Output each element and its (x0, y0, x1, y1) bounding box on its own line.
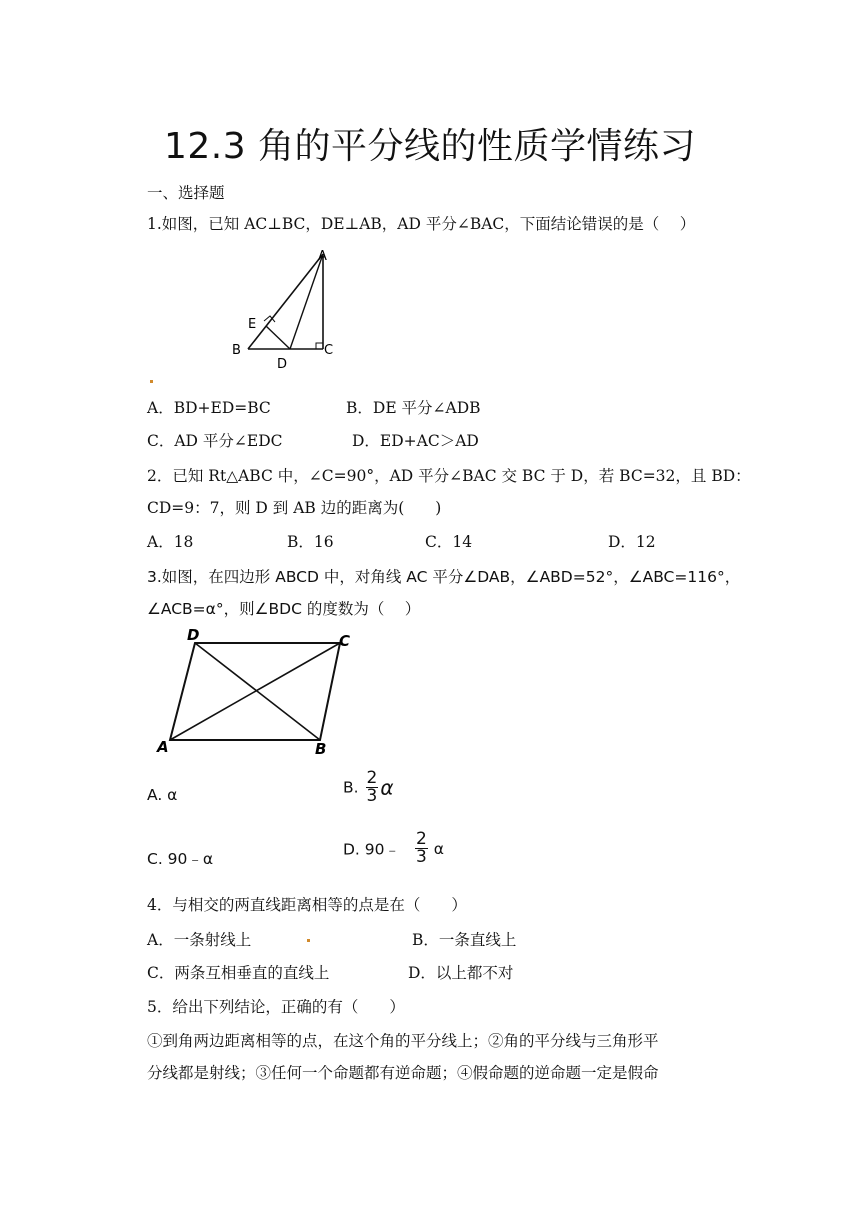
alpha-symbol: α (380, 775, 394, 800)
question-1-stem: 1.如图，已知 AC⊥BC，DE⊥AB，AD 平分∠BAC，下面结论错误的是（ ） (147, 215, 696, 233)
q2-option-b: B．16 (287, 533, 334, 551)
diagonal-ac (170, 643, 340, 740)
q3-option-b-prefix: B. (343, 778, 359, 797)
section-heading: 一、选择题 (147, 184, 225, 202)
fraction-denominator: 3 (366, 786, 378, 806)
q3-option-b (343, 770, 394, 805)
diagonal-bd (195, 643, 320, 740)
q3-option-c: C. 90﹣α (147, 850, 214, 868)
question-1-figure (228, 244, 348, 372)
label-a: A (157, 738, 169, 756)
label-b: B (232, 343, 241, 358)
label-c: C (339, 632, 351, 650)
fraction-denominator: 3 (415, 847, 427, 867)
label-e: E (248, 317, 257, 332)
question-5-stem: 5．给出下列结论，正确的有（ ） (147, 998, 405, 1016)
question-4-stem: 4．与相交的两直线距离相等的点是在（ ） (147, 896, 467, 914)
q4-option-c: C．两条互相垂直的直线上 (147, 964, 330, 982)
question-3-stem-line1: 3.如图，在四边形 ABCD 中，对角线 AC 平分∠DAB，∠ABD=52°，∠ABC=116°， (147, 568, 741, 586)
question-2-stem-line2: CD=9：7，则 D 到 AB 边的距离为( ) (147, 499, 442, 517)
fraction-two-thirds (415, 831, 428, 866)
stray-mark (307, 939, 310, 942)
label-a: A (318, 249, 327, 264)
fraction-numerator: 2 (366, 768, 378, 788)
q3-option-a: A. α (147, 786, 178, 804)
label-d: D (187, 626, 200, 644)
question-3-figure (155, 626, 365, 758)
label-d: D (277, 357, 288, 372)
fraction-numerator: 2 (415, 829, 427, 849)
q1-option-d: D．ED+AC＞AD (352, 432, 479, 450)
bisector-ad (290, 254, 323, 349)
q1-option-b: B．DE 平分∠ADB (346, 399, 481, 417)
question-5-line1: ①到角两边距离相等的点，在这个角的平分线上；②角的平分线与三角形平 (147, 1032, 659, 1050)
perpendicular-de (266, 326, 290, 349)
q1-option-a: A．BD+ED=BC (147, 399, 271, 417)
q3-option-d (343, 831, 444, 866)
q4-option-d: D．以上都不对 (408, 964, 514, 982)
q3-option-d-prefix: D. 90﹣ (343, 840, 401, 859)
alpha-symbol: α (433, 839, 444, 858)
q4-option-a: A．一条射线上 (147, 931, 252, 949)
label-b: B (315, 740, 327, 758)
question-2-stem-line1: 2．已知 Rt△ABC 中，∠C=90°，AD 平分∠BAC 交 BC 于 D，若 BC=32，且 BD： (147, 467, 751, 485)
q1-option-c: C．AD 平分∠EDC (147, 432, 283, 450)
stray-mark (150, 380, 153, 383)
side-ab (248, 254, 323, 349)
question-3-stem-line2: ∠ACB=α°，则∠BDC 的度数为（ ） (147, 600, 421, 618)
right-angle-mark-c (316, 343, 323, 349)
q2-option-a: A．18 (147, 533, 194, 551)
page-title: 12.3 角的平分线的性质学情练习 (163, 126, 697, 167)
q2-option-d: D．12 (608, 533, 656, 551)
question-5-line2: 分线都是射线；③任何一个命题都有逆命题；④假命题的逆命题一定是假命 (147, 1064, 659, 1082)
fraction-two-thirds (366, 770, 379, 805)
q4-option-b: B．一条直线上 (412, 931, 517, 949)
q2-option-c: C．14 (425, 533, 473, 551)
label-c: C (324, 343, 334, 358)
